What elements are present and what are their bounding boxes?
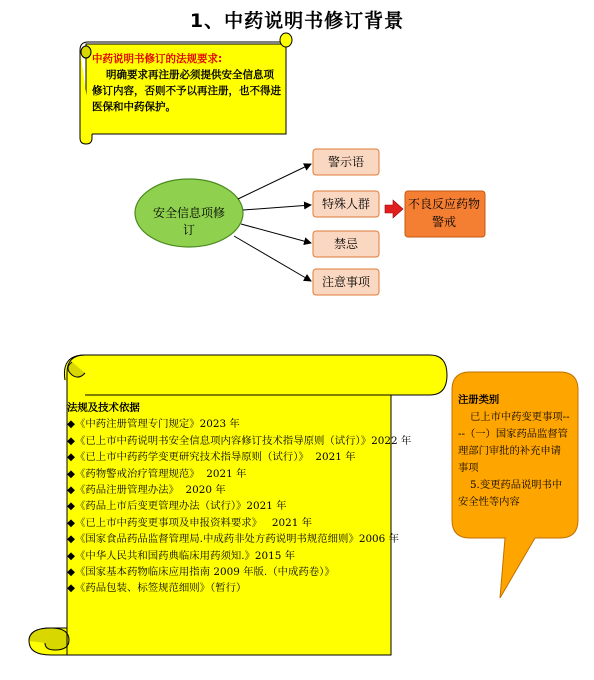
- laws-heading: 法规及技术依据: [67, 402, 140, 414]
- adr-label: 不良反应药物警戒: [407, 197, 480, 229]
- registration-paragraph: 已上市中药变更事项----（一）国家药品监督管理部门审批的补充申请事项: [458, 411, 570, 474]
- law-item: ◆《已上市中药说明书安全信息项内容修订技术指导原则（试行）》2022 年: [67, 434, 412, 447]
- item-label-contraindication: 禁忌: [333, 237, 358, 251]
- center-label: 安全信息项修订: [152, 206, 225, 237]
- registration-heading: 注册类别: [458, 394, 500, 406]
- item-label-special-population: 特殊人群: [321, 197, 370, 211]
- law-item: ◆《中药注册管理专门规定》2023 年: [67, 418, 240, 431]
- law-item: ◆《药品上市后变更管理办法（试行）》2021 年: [67, 500, 287, 513]
- registration-text: [458, 392, 570, 511]
- law-item: ◆《中华人民共和国药典临床用药须知.》2015 年: [67, 549, 296, 562]
- laws-list: [67, 400, 412, 597]
- registration-paragraph: 5.变更药品说明书中安全性等内容: [458, 479, 563, 508]
- law-item: ◆《已上市中药药学变更研究技术指导原则（试行）》 2021 年: [67, 451, 356, 464]
- red-arrow-icon: [385, 200, 403, 218]
- page-title: 1、中药说明书修订背景: [189, 10, 405, 32]
- law-item: ◆《药物警戒治疗管理规范》 2021 年: [67, 467, 247, 480]
- item-label-precautions: 注意事项: [321, 275, 370, 289]
- law-item: ◆《药品注册管理办法》 2020 年: [67, 484, 226, 497]
- law-item: ◆《国家基本药物临床应用指南 2009 年版.（中成药卷）》: [67, 566, 335, 579]
- item-label-warning: 警示语: [327, 155, 364, 169]
- law-item: ◆《国家食品药品监督管理局.中成药非处方药说明书规范细则》2006 年: [67, 533, 399, 546]
- connector-arrows: [234, 164, 311, 281]
- law-item: ◆《药品包装、标签规范细则》（暂行）: [67, 582, 247, 595]
- requirement-body: 明确要求再注册必须提供安全信息项修订内容，否则不予以再注册，也不得进医保和中药保护。: [92, 69, 281, 113]
- requirement-heading: 中药说明书修订的法规要求:: [92, 53, 223, 65]
- law-item: ◆《已上市中药变更事项及申报资料要求》 2021 年: [67, 516, 313, 529]
